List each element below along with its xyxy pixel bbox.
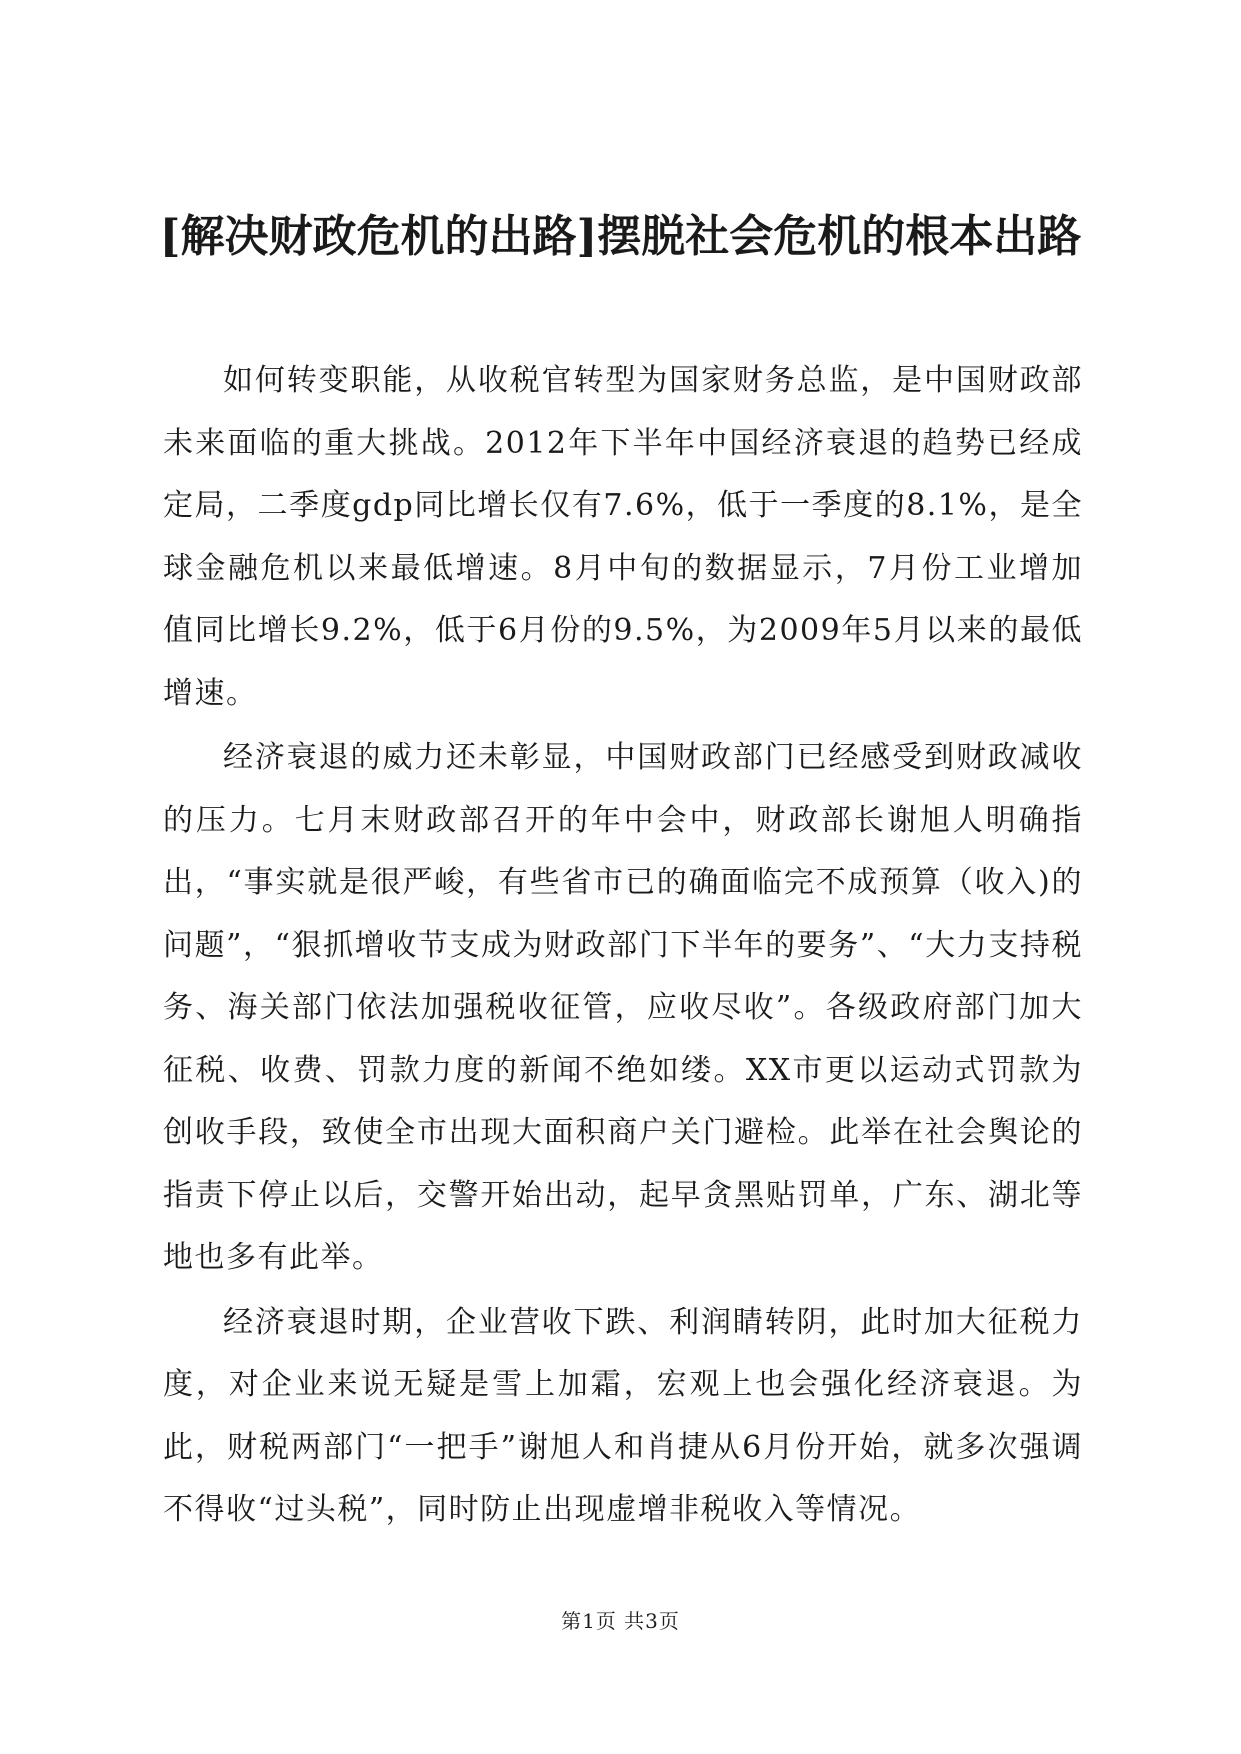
paragraph-1: 如何转变职能，从收税官转型为国家财务总监，是中国财政部未来面临的重大挑战。2012年下半年中国经济衰退的趋势已经成定局，二季度gdp同比增长仅有7.6%，低于一季度的8.1%，是全球金融危机以来最低增速。8月中旬的数据显示，7月份工业增加值同比增长9.2%，低于6月份的9.5%，为2009年5月以来的最低增速。 <box>163 363 1083 711</box>
paragraph-3: 经济衰退时期，企业营收下跌、利润睛转阴，此时加大征税力度，对企业来说无疑是雪上加霜，宏观上也会强化经济衰退。为此，财税两部门“一把手”谢旭人和肖捷从6月份开始，就多次强调不得收“过头税”，同时防止出现虚增非税收入等情况。 <box>163 1304 1083 1527</box>
document-title: [解决财政危机的出路]摆脱社会危机的根本出路 <box>159 211 1082 262</box>
document-body <box>163 350 1083 1544</box>
paragraph-2: 经济衰退的威力还未彰显，中国财政部门已经感受到财政减收的压力。七月末财政部召开的年中会中，财政部长谢旭人明确指出，“事实就是很严峻，有些省市已的确面临完不成预算（收入)的问题”，“狠抓增收节支成为财政部门下半年的要务”、“大力支持税务、海关部门依法加强税收征管，应收尽收”。各级政府部门加大征税、收费、罚款力度的新闻不绝如缕。XX市更以运动式罚款为创收手段，致使全市出现大面积商户关门避检。此举在社会舆论的指责下停止以后，交警开始出动，起早贪黑贴罚单，广东、湖北等地也多有此举。 <box>163 740 1083 1275</box>
page-number-footer: 第1页 共3页 <box>561 1609 680 1633</box>
